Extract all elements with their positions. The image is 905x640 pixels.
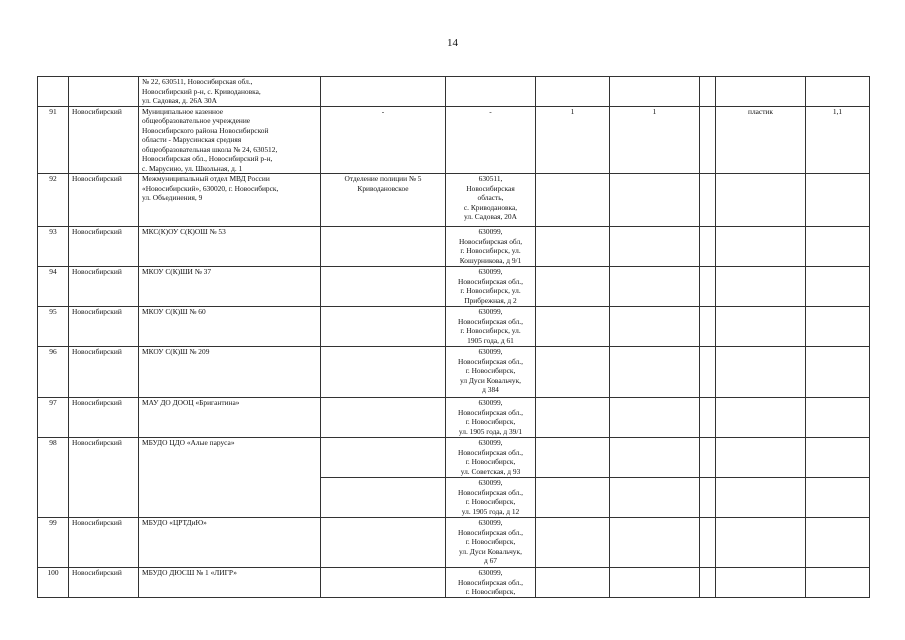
- cell-col7: [610, 398, 700, 438]
- cell-district: Новосибирский: [69, 227, 139, 267]
- cell-unit: [321, 478, 446, 518]
- cell-col7: [610, 174, 700, 227]
- cell-address: 630511, Новосибирская область, с. Криводановка, ул. Садовая, 20А: [446, 174, 536, 227]
- cell-col7: [610, 478, 700, 518]
- cell-organization: МКОУ С(К)Ш № 60: [139, 307, 321, 347]
- cell-address: 630099, Новосибирская обл., г. Новосибирск,: [446, 568, 536, 598]
- cell-value: [806, 307, 870, 347]
- cell-value: [806, 227, 870, 267]
- cell-col8: [700, 398, 716, 438]
- cell-number: 94: [38, 267, 69, 307]
- cell-material: [716, 347, 806, 398]
- cell-district: Новосибирский: [69, 347, 139, 398]
- cell-col7: [610, 438, 700, 478]
- cell-material: [716, 518, 806, 568]
- cell-col7: [610, 307, 700, 347]
- cell-value: [806, 347, 870, 398]
- cell-unit: [321, 347, 446, 398]
- cell-col6: [536, 568, 610, 598]
- cell-district: Новосибирский: [69, 267, 139, 307]
- cell-district: Новосибирский: [69, 438, 139, 518]
- cell-col7: [610, 568, 700, 598]
- cell-col6: [536, 77, 610, 107]
- cell-number: 96: [38, 347, 69, 398]
- cell-value: [806, 267, 870, 307]
- cell-col8: [700, 77, 716, 107]
- cell-col7: [610, 518, 700, 568]
- cell-col8: [700, 106, 716, 174]
- cell-col6: [536, 518, 610, 568]
- cell-organization: МАУ ДО ДООЦ «Бригантина»: [139, 398, 321, 438]
- cell-col6: [536, 478, 610, 518]
- cell-number: 97: [38, 398, 69, 438]
- cell-material: [716, 227, 806, 267]
- cell-material: [716, 398, 806, 438]
- cell-organization: Межмуниципальный отдел МВД России «Новосибирский», 630020, г. Новосибирск, ул. Объединения, 9: [139, 174, 321, 227]
- cell-number: [38, 77, 69, 107]
- cell-unit: [321, 398, 446, 438]
- cell-district: Новосибирский: [69, 398, 139, 438]
- cell-number: 93: [38, 227, 69, 267]
- cell-number: 99: [38, 518, 69, 568]
- cell-col8: [700, 267, 716, 307]
- cell-address: 630099, Новосибирская обл, г. Новосибирск, ул. Кошурникова, д 9/1: [446, 227, 536, 267]
- cell-address: 630099, Новосибирская обл., г. Новосибирск, ул. Прибрежная, д 2: [446, 267, 536, 307]
- cell-unit: [321, 307, 446, 347]
- cell-material: [716, 267, 806, 307]
- table-row-continuation: [38, 77, 870, 107]
- cell-number: 92: [38, 174, 69, 227]
- cell-organization: МБУДО ДЮСШ № 1 «ЛИГР»: [139, 568, 321, 598]
- cell-value: [806, 398, 870, 438]
- cell-value: [806, 568, 870, 598]
- cell-district: [69, 77, 139, 107]
- table-row: [38, 347, 870, 398]
- cell-district: Новосибирский: [69, 106, 139, 174]
- cell-value: 1,1: [806, 106, 870, 174]
- cell-col8: [700, 307, 716, 347]
- cell-col6: [536, 227, 610, 267]
- cell-district: Новосибирский: [69, 174, 139, 227]
- cell-col6: [536, 438, 610, 478]
- cell-material: [716, 568, 806, 598]
- cell-material: [716, 77, 806, 107]
- cell-material: [716, 438, 806, 478]
- table-row: [38, 398, 870, 438]
- table-row: [38, 518, 870, 568]
- cell-col7: [610, 77, 700, 107]
- cell-address: -: [446, 106, 536, 174]
- cell-col8: [700, 478, 716, 518]
- cell-address: 630099, Новосибирская обл., г. Новосибирск, ул. 1905 года, д 39/1: [446, 398, 536, 438]
- cell-value: [806, 77, 870, 107]
- cell-unit: [321, 438, 446, 478]
- cell-organization: МКОУ С(К)ШИ № 37: [139, 267, 321, 307]
- cell-organization: МКС(К)ОУ С(К)ОШ № 53: [139, 227, 321, 267]
- cell-material: [716, 174, 806, 227]
- cell-col8: [700, 518, 716, 568]
- cell-col7: [610, 227, 700, 267]
- table-row: [38, 568, 870, 598]
- cell-material: [716, 478, 806, 518]
- cell-col7: 1: [610, 106, 700, 174]
- cell-material: [716, 307, 806, 347]
- cell-organization: МБУДО ЦДО «Алые паруса»: [139, 438, 321, 518]
- cell-col6: [536, 307, 610, 347]
- cell-unit: [321, 227, 446, 267]
- table-row: [38, 106, 870, 174]
- cell-organization: № 22, 630511, Новосибирская обл., Новосибирский р-н, с. Криводановка, ул. Садовая, д. 26А 30А: [139, 77, 321, 107]
- cell-address: 630099, Новосибирская обл., г. Новосибирск, ул Дуси Ковальчук, д 384: [446, 347, 536, 398]
- cell-organization: Муниципальное казенное общеобразовательное учреждение Новосибирского района Новосибирской области - Марусинская средняя общеобразовательная школа № 24, 630512, Новосибирская обл., Новосибирский р-н, с. Марусино, ул. Школьная, д. 1: [139, 106, 321, 174]
- table-row: [38, 174, 870, 227]
- cell-col6: 1: [536, 106, 610, 174]
- cell-value: [806, 438, 870, 478]
- cell-col7: [610, 347, 700, 398]
- cell-col6: [536, 174, 610, 227]
- table-row: [38, 438, 870, 478]
- cell-district: Новосибирский: [69, 307, 139, 347]
- cell-district: Новосибирский: [69, 518, 139, 568]
- cell-number: 91: [38, 106, 69, 174]
- cell-organization: МБУДО «ЦРТДиЮ»: [139, 518, 321, 568]
- cell-col6: [536, 398, 610, 438]
- cell-unit: [321, 568, 446, 598]
- cell-col8: [700, 347, 716, 398]
- cell-address: 630099, Новосибирская обл., г. Новосибирск, ул. 1905 года, д 61: [446, 307, 536, 347]
- table-row: [38, 267, 870, 307]
- cell-col7: [610, 267, 700, 307]
- cell-col8: [700, 568, 716, 598]
- cell-address: 630099, Новосибирская обл., г. Новосибирск, ул. 1905 года, д 12: [446, 478, 536, 518]
- cell-value: [806, 518, 870, 568]
- cell-value: [806, 174, 870, 227]
- cell-unit: Отделение полиции № 5 Криводановское: [321, 174, 446, 227]
- cell-unit: [321, 77, 446, 107]
- cell-number: 98: [38, 438, 69, 518]
- cell-col8: [700, 227, 716, 267]
- table-row: [38, 227, 870, 267]
- cell-value: [806, 478, 870, 518]
- data-table: [37, 76, 870, 598]
- cell-col8: [700, 438, 716, 478]
- cell-col6: [536, 267, 610, 307]
- cell-number: 100: [38, 568, 69, 598]
- cell-unit: -: [321, 106, 446, 174]
- cell-address: 630099, Новосибирская обл., г. Новосибирск, ул. Дуси Ковальчук, д 67: [446, 518, 536, 568]
- cell-unit: [321, 518, 446, 568]
- cell-address: 630099, Новосибирская обл., г. Новосибирск, ул. Советская, д 93: [446, 438, 536, 478]
- cell-unit: [321, 267, 446, 307]
- cell-organization: МКОУ С(К)Ш № 209: [139, 347, 321, 398]
- cell-address: [446, 77, 536, 107]
- page-number: 14: [447, 37, 458, 49]
- cell-col6: [536, 347, 610, 398]
- cell-district: Новосибирский: [69, 568, 139, 598]
- cell-col8: [700, 174, 716, 227]
- cell-material: пластик: [716, 106, 806, 174]
- cell-number: 95: [38, 307, 69, 347]
- table-row: [38, 307, 870, 347]
